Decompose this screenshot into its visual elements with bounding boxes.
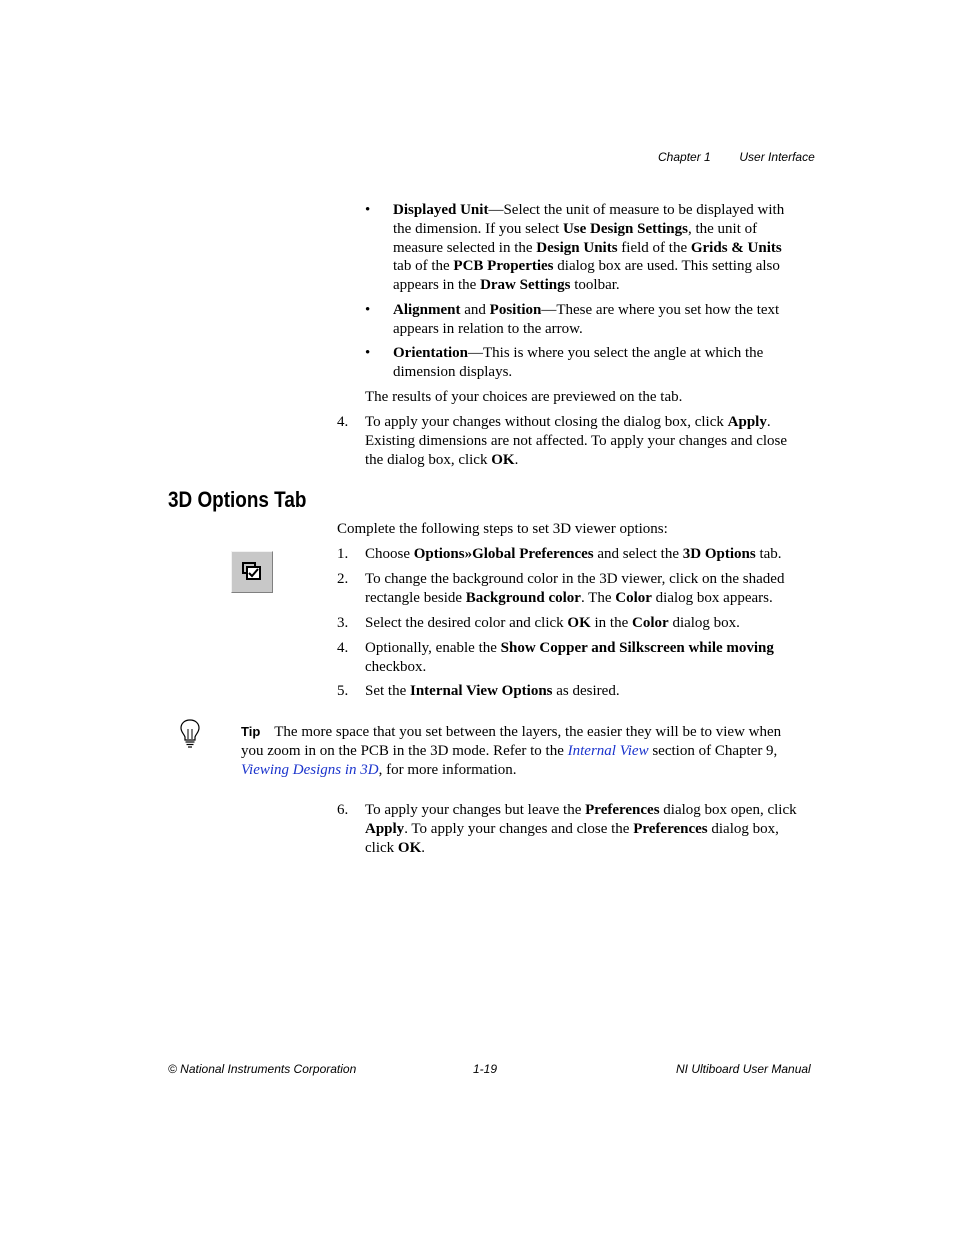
bold-term: Displayed Unit [393,202,489,218]
text-run: . Existing dimensions are not affected. To apply your changes and close the dialog box, click [365,414,788,468]
step-text [365,413,801,469]
bold-term: Design Units [536,239,618,256]
bold-term: OK [397,839,422,856]
bold-term: 3D Options [682,546,756,562]
bold-term: Position [489,302,542,318]
bold-term: PCB Properties [453,258,554,275]
text-run: To apply your changes without closing the dialog box, click [365,414,728,430]
step-text [365,801,801,857]
bullet-text [393,301,803,339]
tip-text [241,724,781,778]
step-number: 1. [337,546,349,562]
text-run: . [514,451,519,468]
header-section: User Interface [739,150,815,164]
text-run: dialog box are used. This setting also appears in the [393,258,780,294]
bold-term: Draw Settings [480,277,571,294]
bold-term: Show Copper and Silkscreen while moving [500,640,774,656]
footer-copyright: © National Instruments Corporation [168,1062,357,1076]
global-preferences-icon [231,551,273,593]
step-number: 2. [337,571,349,587]
tip-paragraph [241,723,801,779]
text-run: . The [580,589,616,606]
text-run: —Select the unit of measure to be displayed with the dimension. If you select [393,202,785,237]
text-run: Set the [365,683,410,699]
step-number: 6. [337,802,349,818]
text-run: tab. [755,546,782,562]
step-text [365,614,801,633]
text-run: and [460,302,490,318]
text-run: dialog box, click [365,820,779,856]
text-run: and select the [593,546,683,562]
text-run: —These are where you set how the text appears in relation to the arrow. [393,302,780,337]
text-run: tab of the [393,258,454,275]
bullet-text [393,344,803,382]
bold-term: OK [567,615,591,631]
results-paragraph: The results of your choices are previewed on the tab. [365,389,683,405]
text-run: Optionally, enable the [365,640,501,656]
bold-term: OK [491,451,515,468]
footer-page-number: 1-19 [473,1062,498,1076]
bold-term: Color [615,589,652,606]
text-run: To apply your changes but leave the [365,802,586,818]
step-number: 3. [337,615,349,631]
bold-term: Orientation [393,345,468,361]
step-text [365,639,801,677]
text-run: in the [590,615,633,631]
step-text [365,545,801,564]
bullet-marker: • [365,202,371,218]
step-text [365,570,801,608]
section-heading: 3D Options Tab [168,487,307,512]
bullet-marker: • [365,302,371,318]
text-run: Choose [365,546,414,562]
text-run: checkbox. [365,658,427,675]
text-run: . [421,839,425,856]
footer-manual-title: NI Ultiboard User Manual [676,1062,811,1076]
text-run: dialog box appears. [651,589,773,606]
bold-term: Apply [727,414,767,430]
text-run: To change the background color in the 3D viewer, click on the shaded rectangle beside [365,571,785,606]
text-run: dialog box open, click [659,802,797,818]
bullet-text [393,201,803,295]
lightbulb-icon [178,718,202,748]
cross-reference-link[interactable]: Viewing Designs in 3D [241,761,379,778]
text-run: section of Chapter 9, [648,742,778,759]
text-run: . To apply your changes and close the [404,820,634,837]
bold-term: Preferences [633,820,708,837]
bold-term: Color [632,615,669,631]
cross-reference-link[interactable]: Internal View [567,742,649,759]
text-run: field of the [617,239,691,256]
text-run: dialog box. [668,615,740,631]
bold-term: Grids & Units [690,239,782,256]
intro-paragraph: Complete the following steps to set 3D viewer options: [337,521,668,537]
text-run: The more space that you set between the layers, the easier they will be to view when you zoom in on the PCB in the 3D mode. Refer to the [241,724,782,759]
text-run: —This is where you select the angle at which the dimension displays. [393,345,764,380]
text-run: , for more information. [378,761,517,778]
text-run: , the unit of measure selected in the [393,220,758,256]
bold-term: Background color [465,589,581,606]
bold-term: Use Design Settings [562,220,688,237]
tip-label: Tip [241,724,261,739]
bold-term: Preferences [585,802,660,818]
bold-term: Apply [365,820,405,837]
header-chapter: Chapter 1 [658,150,711,164]
text-run: toolbar. [570,277,620,294]
step-text [365,682,801,701]
step-number: 4. [337,640,349,656]
bold-term: Internal View Options [410,683,553,699]
bold-term: Alignment [393,302,461,318]
running-header [658,150,815,164]
text-run: Select the desired color and click [365,615,568,631]
bold-term: Options»Global Preferences [413,546,594,562]
text-run: as desired. [552,683,620,699]
step-number: 4. [337,414,349,430]
step-number: 5. [337,683,349,699]
bullet-marker: • [365,345,371,361]
